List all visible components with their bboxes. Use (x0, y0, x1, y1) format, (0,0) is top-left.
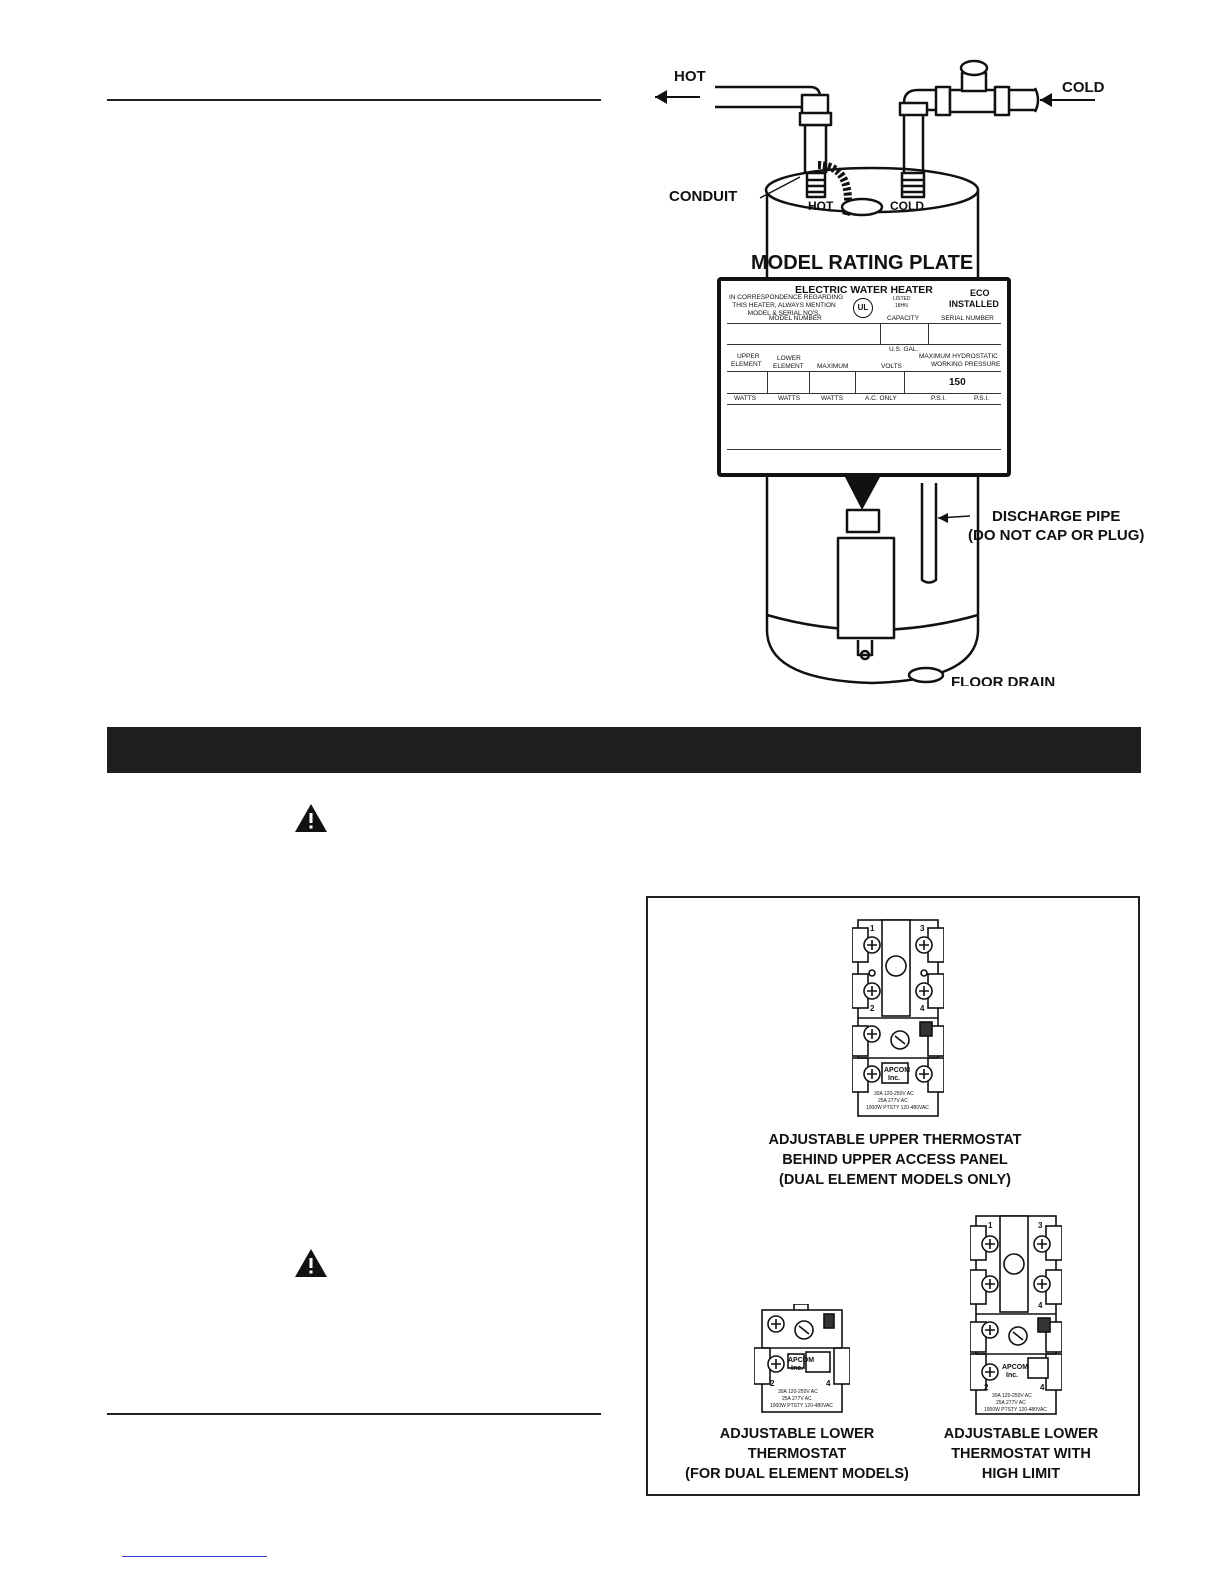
upper-brand-1: APCOM (884, 1067, 911, 1074)
plate-psi-2: P.S.I. (974, 395, 990, 402)
hot-pipe-label: HOT (674, 68, 706, 85)
plate-rule (727, 371, 1001, 372)
plate-rule (727, 393, 1001, 394)
cold-port-label: COLD (890, 199, 924, 213)
upper-thermostat-caption-3: (DUAL ELEMENT MODELS ONLY) (778, 1172, 1011, 1188)
lower-brand-1: APCOM (788, 1357, 815, 1364)
lower-spec-3: 1000W PTSTY 120-480VAC (770, 1403, 833, 1409)
plate-hydrostatic-2: WORKING PRESSURE (931, 361, 1001, 368)
upper-spec-2: 25A 277V AC (878, 1098, 908, 1104)
plate-note-2: THIS HEATER, ALWAYS MENTION (732, 302, 836, 309)
plate-lower-element-2: ELEMENT (773, 363, 804, 370)
lower-thermostat-caption-3: (FOR DUAL ELEMENT MODELS) (685, 1466, 909, 1482)
plate-volts-label: VOLTS (881, 363, 902, 370)
upper-brand-2: Inc. (888, 1075, 901, 1082)
plate-divider (904, 371, 905, 393)
upper-thermostat-caption-1: ADJUSTABLE UPPER THERMOSTAT (768, 1132, 1022, 1148)
upper-spec-1: 30A 120-250V AC (874, 1091, 914, 1097)
plate-us-gal-label: U.S. GAL. (889, 346, 919, 353)
plate-divider (928, 323, 929, 344)
lower-term-2: 2 (770, 1379, 775, 1388)
plate-rule (727, 344, 1001, 345)
plate-watts-1: WATTS (734, 395, 757, 402)
plate-hydrostatic-1: MAXIMUM HYDROSTATIC (919, 353, 998, 360)
high-limit-brand-2: Inc. (1006, 1372, 1019, 1379)
plate-psi-1: P.S.I. (931, 395, 947, 402)
plate-eco-installed: INSTALLED (949, 299, 999, 309)
plate-note-3: MODEL & SERIAL NO'S. (747, 310, 821, 317)
high-limit-brand-1: APCOM (1002, 1364, 1029, 1371)
plate-divider (880, 323, 881, 344)
plate-pressure-value: 150 (949, 377, 966, 388)
upper-thermostat-drawing (852, 918, 944, 1118)
high-limit-spec-3: 1000W PTSTY 120-480VAC (984, 1407, 1047, 1413)
plate-capacity-label: CAPACITY (887, 315, 920, 322)
high-limit-spec-2: 25A 277V AC (996, 1400, 1026, 1406)
footer-rule (122, 1556, 267, 1557)
ul-mark-icon (853, 298, 873, 318)
plate-serial-number-label: SERIAL NUMBER (941, 315, 994, 322)
high-limit-caption-1: ADJUSTABLE LOWER (943, 1426, 1099, 1442)
upper-term-3: 3 (920, 924, 925, 933)
high-limit-spec-1: 30A 120-250V AC (992, 1393, 1032, 1399)
plate-divider (809, 371, 810, 393)
thermostat-figure (646, 896, 1140, 1496)
discharge-pipe-label: DISCHARGE PIPE (992, 508, 1121, 525)
high-limit-term-4: 4 (1038, 1301, 1043, 1310)
floor-drain-label: FLOOR DRAIN (951, 674, 1056, 686)
plate-upper-element-2: ELEMENT (731, 361, 762, 368)
conduit-label: CONDUIT (669, 188, 738, 205)
plate-divider (855, 371, 856, 393)
plate-lower-element-1: LOWER (777, 355, 801, 362)
upper-spec-3: 1000W PTSTY 120-480VAC (866, 1105, 929, 1111)
high-limit-caption-3: HIGH LIMIT (981, 1466, 1061, 1482)
plate-listed-1: LISTED (893, 296, 911, 302)
lower-spec-2: 25A 277V AC (782, 1396, 812, 1402)
lower-high-limit-thermostat (970, 1214, 1062, 1416)
lower-thermostat (754, 1304, 850, 1414)
bottom-left-rule (107, 1413, 601, 1415)
plate-note-1: IN CORRESPONDENCE REGARDING (729, 294, 844, 301)
upper-term-4: 4 (920, 1004, 925, 1013)
plate-watts-2: WATTS (778, 395, 801, 402)
model-rating-plate-heading: MODEL RATING PLATE (751, 252, 974, 274)
plate-divider (767, 371, 768, 393)
plate-eco: ECO (970, 288, 990, 298)
warning-icon (294, 803, 328, 833)
high-limit-term-2b: 2 (984, 1383, 989, 1392)
hot-port-label: HOT (808, 199, 834, 213)
upper-thermostat (852, 918, 944, 1118)
lower-term-4: 4 (826, 1379, 831, 1388)
plate-rule (727, 323, 1001, 324)
lower-spec-1: 30A 120-250V AC (778, 1389, 818, 1395)
upper-term-2: 2 (870, 1004, 875, 1013)
cold-pipe-label: COLD (1062, 79, 1105, 96)
plate-maximum-label: MAXIMUM (817, 363, 849, 370)
lower-thermostat-caption-2: THERMOSTAT (747, 1446, 847, 1462)
high-limit-caption-2: THERMOSTAT WITH (951, 1446, 1091, 1462)
upper-term-1: 1 (870, 924, 875, 933)
plate-listed-2: 18HN (895, 303, 908, 309)
lower-thermostat-caption-1: ADJUSTABLE LOWER (719, 1426, 875, 1442)
plate-rule (727, 449, 1001, 450)
plate-rule (727, 404, 1001, 405)
plate-ac-only: A.C. ONLY (865, 395, 897, 402)
model-rating-plate (717, 277, 1011, 477)
plate-title: ELECTRIC WATER HEATER (795, 284, 933, 296)
plate-model-number-label: MODEL NUMBER (769, 315, 822, 322)
high-limit-term-4b: 4 (1040, 1383, 1045, 1392)
plate-watts-3: WATTS (821, 395, 844, 402)
top-left-rule (107, 99, 601, 101)
high-limit-term-1: 1 (988, 1221, 993, 1230)
discharge-pipe-note: (DO NOT CAP OR PLUG) (968, 527, 1145, 544)
lower-brand-2: Inc. (791, 1365, 804, 1372)
high-limit-term-3: 3 (1038, 1221, 1043, 1230)
warning-icon (294, 1248, 328, 1278)
upper-thermostat-caption-2: BEHIND UPPER ACCESS PANEL (782, 1152, 1008, 1168)
section-header-bar (107, 727, 1141, 773)
ul-mark-text: UL (857, 303, 869, 312)
plate-upper-element-1: UPPER (737, 353, 760, 360)
